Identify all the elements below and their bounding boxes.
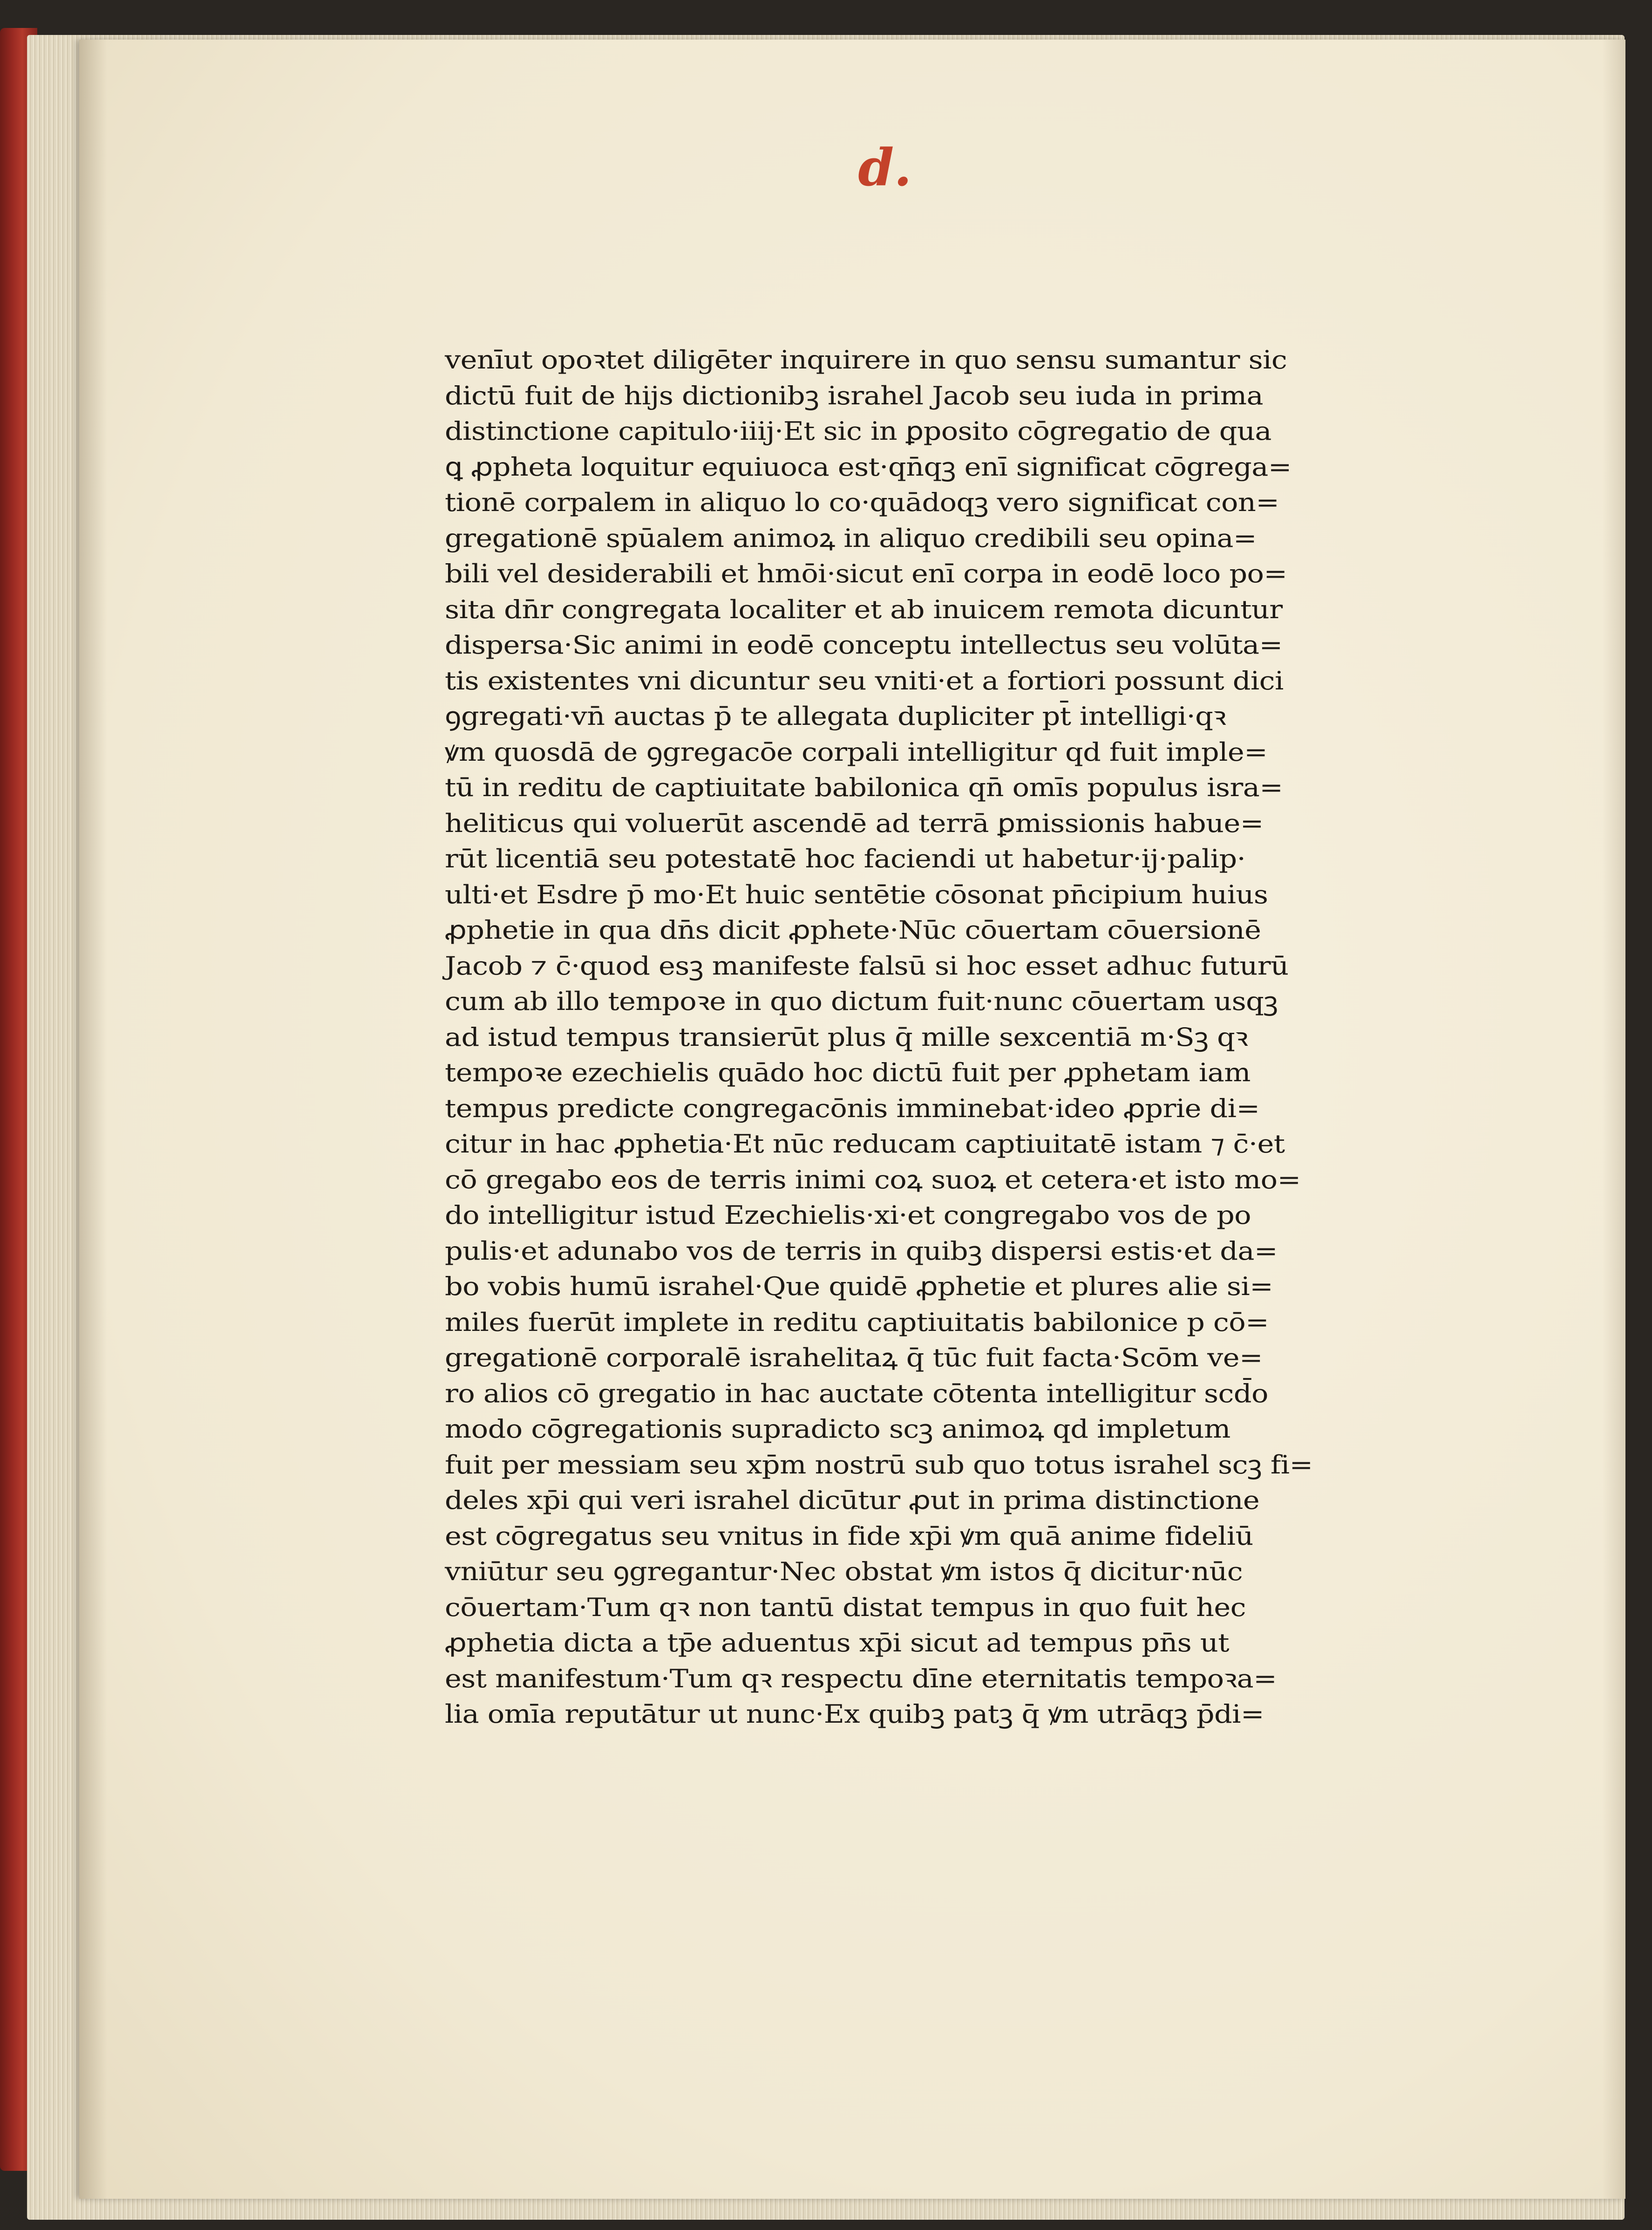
text-line: ro alios cō gregatio in hac auctate cōtenta intelligitur scd̄o (445, 1378, 1268, 1408)
text-line: cō gregabo eos de terris inimi coꝝ suoꝝ et cetera·et isto mo= (445, 1165, 1301, 1194)
text-line: ꝓphetia dicta a tp̄e aduentus xp̄i sicut ad tempus pn̄s ut (445, 1628, 1229, 1657)
text-line: distinctione capitulo·iiij·Et sic in ꝑposito cōgregatio de qua (445, 416, 1271, 446)
gutter-shadow (79, 40, 107, 2199)
text-line: tempoꝛe ezechielis quādo hoc dictū fuit per ꝓphetam iam (445, 1058, 1251, 1087)
main-text-block (445, 342, 1320, 1732)
signature-mark: d. (858, 137, 912, 198)
text-line: est manifestum·Tum qꝛ respectu dīne eternitatis tempoꝛa= (445, 1664, 1277, 1693)
text-line: modo cōgregationis supradicto scꝫ animoꝝ qd impletum (445, 1414, 1231, 1444)
text-line: do intelligitur istud Ezechielis·xi·et congregabo vos de po (445, 1200, 1251, 1230)
text-line: ꝗ ꝓpheta loquitur equiuoca est·qn̄qꝫ enī significat cōgrega= (445, 452, 1292, 482)
text-line: pulis·et adunabo vos de terris in quibꝫ dispersi estis·et da= (445, 1236, 1278, 1266)
text-line: ꝓphetie in qua dn̄s dicit ꝓphete·Nūc cōuertam cōuersionē (445, 915, 1261, 945)
text-line: fuit per messiam seu xp̄m nostrū sub quo totus israhel scꝫ fi= (445, 1450, 1313, 1480)
text-line: tempus predicte congregacōnis imminebat·ideo ꝓprie di= (445, 1093, 1260, 1123)
text-line: sita dn̄r congregata localiter et ab inuicem remota dicuntur (445, 594, 1283, 624)
text-line: gregationē spūalem animoꝝ in aliquo credibili seu opina= (445, 523, 1257, 553)
text-line: ꝟm quosdā de ꝯgregacōe corpali intelligitur qd fuit imple= (445, 737, 1268, 767)
text-line: ꝯgregati·vn̄ auctas p̄ te allegata dupliciter pt̄ intelligi·qꝛ (445, 702, 1226, 731)
text-line: gregationē corporalē israhelitaꝝ q̄ tūc fuit facta·Scōm ve= (445, 1343, 1263, 1372)
text-line: miles fuerūt implete in reditu captiuitatis babilonice p cō= (445, 1307, 1269, 1337)
text-line: lia omīa reputātur ut nunc·Ex quibꝫ patꝫ q̄ ꝟm utrāqꝫ p̄di= (445, 1699, 1264, 1729)
text-line: deles xp̄i qui veri israhel dicūtur ꝓut in prima distinctione (445, 1486, 1260, 1515)
text-line: est cōgregatus seu vnitus in fide xp̄i ꝟm quā anime fideliū (445, 1521, 1253, 1551)
text-line: vniūtur seu ꝯgregantur·Nec obstat ꝟm istos q̄ dicitur·nūc (445, 1557, 1243, 1586)
text-line: venīut opoꝛtet diligēter inquirere in quo sensu sumantur sic (445, 345, 1287, 375)
text-line: tū in reditu de captiuitate babilonica qn̄ omīs populus isra= (445, 773, 1283, 802)
text-line: cum ab illo tempoꝛe in quo dictum fuit·nunc cōuertam usqꝫ (445, 987, 1278, 1016)
text-line: tis existentes vni dicuntur seu vniti·et a fortiori possunt dici (445, 666, 1284, 696)
text-line: heliticus qui voluerūt ascendē ad terrā ꝑmissionis habue= (445, 808, 1264, 838)
text-line: bo vobis humū israhel·Que quidē ꝓphetie et plures alie si= (445, 1272, 1273, 1301)
text-line: Jacob ⁊ c̄·quod esꝫ manifeste falsū si hoc esset adhuc futurū (445, 951, 1289, 981)
text-line: ulti·et Esdre p̄ mo·Et huic sentētie cōsonat pn̄cipium huius (445, 880, 1268, 909)
text-line: citur in hac ꝓphetia·Et nūc reducam captiuitatē istam ⁊ c̄·et (445, 1129, 1285, 1159)
text-line: rūt licentiā seu potestatē hoc faciendi ut habetur·ij·palip· (445, 844, 1246, 873)
page-edge-shadow (1602, 40, 1625, 2199)
text-line: ad istud tempus transierūt plus q̄ mille sexcentiā m·Sꝫ qꝛ (445, 1022, 1248, 1052)
text-line: cōuertam·Tum qꝛ non tantū distat tempus in quo fuit hec (445, 1592, 1246, 1622)
text-line: dictū fuit de hijs dictionibꝫ israhel Jacob seu iuda in prima (445, 381, 1264, 410)
text-line: tionē corpalem in aliquo lo co·quādoqꝫ vero significat con= (445, 488, 1279, 517)
text-line: bili vel desiderabili et hmōi·sicut enī corpa in eodē loco po= (445, 559, 1287, 588)
text-line: dispersa·Sic animi in eodē conceptu intellectus seu volūta= (445, 630, 1283, 660)
